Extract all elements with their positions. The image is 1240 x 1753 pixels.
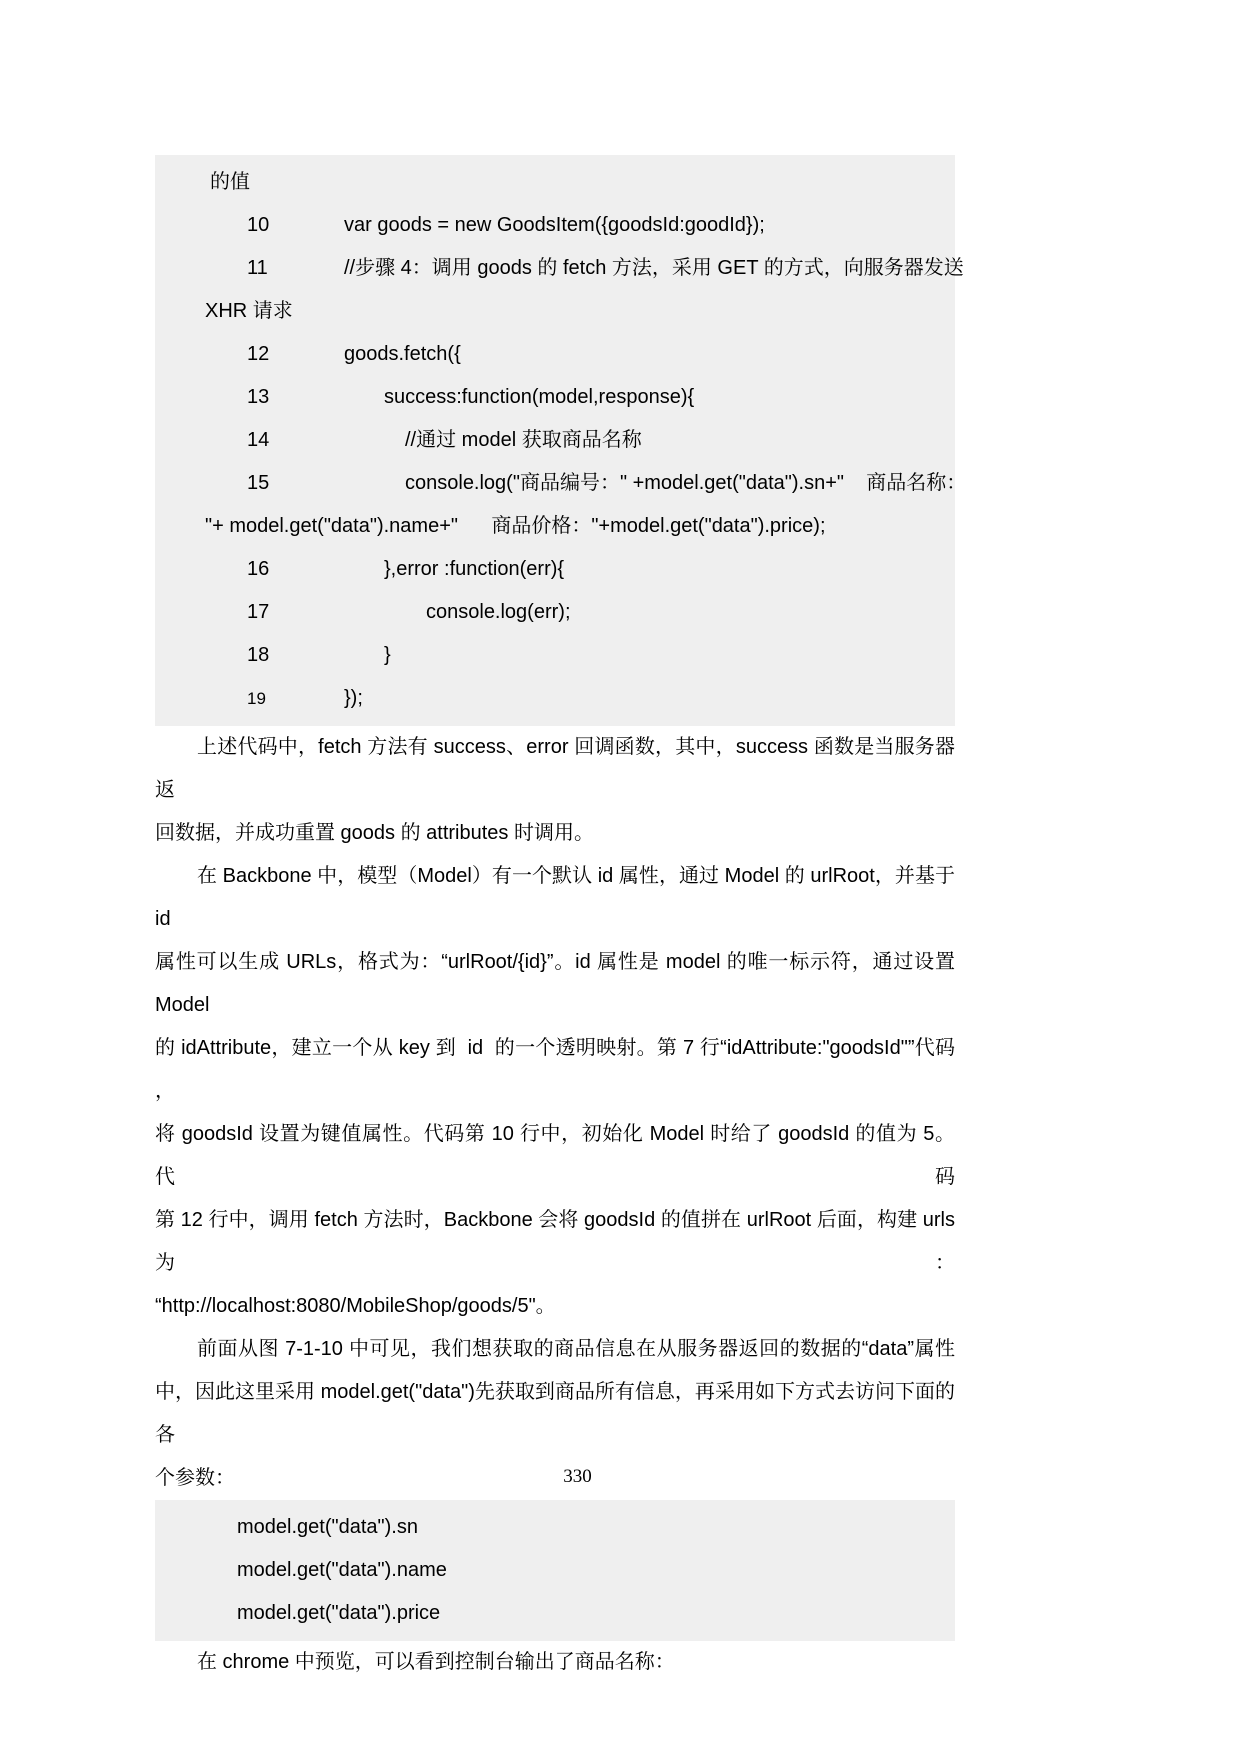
paragraph [155,726,955,855]
paragraph-line-url: “http://localhost:8080/MobileShop/goods/5"。 [155,1295,556,1317]
code-block-listing [155,155,967,726]
paragraph [155,855,961,1328]
code-line-text: },error :function(err){ [384,558,565,580]
paragraph-line: 个参数： [155,1467,235,1489]
code-line-text: 的值 [210,171,250,193]
code-line [155,333,955,376]
page-number: 330 [563,1466,592,1487]
code-line-number: 10 [247,214,270,236]
code-line-text: "+ model.get("data").name+" 商品价格："+model.get("data").price); [205,515,826,537]
code-line-number: 12 [247,343,270,365]
page-content [155,155,967,1684]
code-line-number: 18 [247,644,270,666]
code-line [155,634,955,677]
paragraph-line: 将 goodsId 设置为键值属性。代码第 10 行中，初始化 Model 时给了 goodsId 的值为 5。代码 [155,1123,955,1188]
code-line [155,462,967,505]
code-line-number: 15 [247,472,270,494]
code-line [155,677,955,720]
code-line-number: 17 [247,601,270,623]
paragraph-line: 属性可以生成 URLs，格式为：“urlRoot/{id}”。id 属性是 model 的唯一标示符，通过设置 Model [155,951,961,1016]
code-line-text: goods.fetch({ [344,343,461,365]
code-line [155,161,955,204]
code-line-text: console.log("商品编号：" +model.get("data").sn+" 商品名称： [405,472,967,494]
code-block-snippet [155,1500,955,1641]
paragraph [155,1641,955,1684]
code-line [155,376,955,419]
code-line-text: var goods = new GoodsItem({goodsId:goodId}); [344,214,765,236]
code-line-number: 19 [247,689,266,708]
code-line [155,419,955,462]
code-line-text: }); [344,687,363,709]
code-line [155,591,955,634]
snippet-line: model.get("data").price [237,1602,441,1624]
paragraph-line: 的 idAttribute，建立一个从 key 到 id 的一个透明映射。第 7 行“idAttribute:"goodsId"”代码 ， [155,1037,961,1102]
paragraph-line: 在 Backbone 中，模型（Model）有一个默认 id 属性，通过 Model 的 urlRoot，并基于 id [155,865,961,930]
snippet-line: model.get("data").name [237,1559,447,1581]
code-line [155,204,955,247]
paragraph-line: 中，因此这里采用 model.get("data")先获取到商品所有信息，再采用如下方式去访问下面的各 [155,1381,955,1446]
code-line-text: console.log(err); [426,601,571,623]
code-line [155,290,955,333]
code-line-number: 16 [247,558,270,580]
paragraph-line: 在 chrome 中预览，可以看到控制台输出了商品名称： [197,1651,675,1673]
code-line-text: //通过 model 获取商品名称 [405,429,642,451]
code-line-number: 11 [247,257,268,279]
paragraph-line: 回数据，并成功重置 goods 的 attributes 时调用。 [155,822,594,844]
code-line [155,548,955,591]
code-line [155,505,955,548]
code-line-number: 13 [247,386,270,408]
snippet-line: model.get("data").sn [237,1516,418,1538]
code-line-text: XHR 请求 [205,300,293,322]
paragraph-line: 上述代码中，fetch 方法有 success、error 回调函数，其中，success 函数是当服务器返 [155,736,955,801]
code-line-text: //步骤 4：调用 goods 的 fetch 方法，采用 GET 的方式，向服务器发送 [344,257,964,279]
code-line-text: } [384,644,391,666]
code-line [155,247,964,290]
code-line-number: 14 [247,429,270,451]
paragraph-line: 第 12 行中，调用 fetch 方法时，Backbone 会将 goodsId 的值拼在 urlRoot 后面，构建 urls 为： [155,1209,961,1274]
code-line-text: success:function(model,response){ [384,386,695,408]
paragraph-line: 前面从图 7-1-10 中可见，我们想获取的商品信息在从服务器返回的数据的“data”属性 [197,1338,955,1360]
